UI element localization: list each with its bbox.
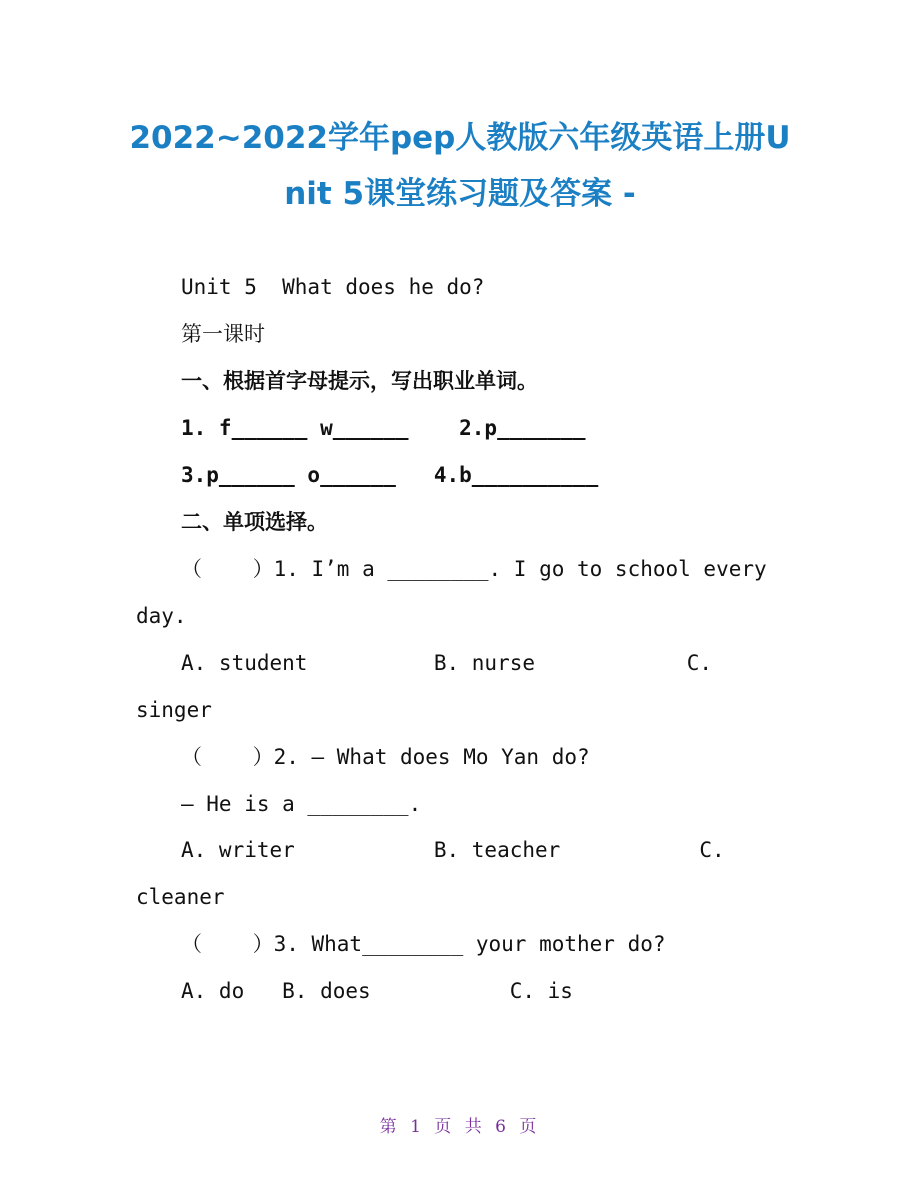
question-2-line-1: （ ）2. — What does Mo Yan do? [181, 745, 590, 769]
document-title-line-1: 2022~2022学年pep人教版六年级英语上册U [129, 120, 791, 156]
question-1-line-2: day. [136, 604, 187, 628]
question-1-line-1: （ ）1. I’m a ________. I go to school every [181, 557, 767, 581]
page-number-footer: 第 1 页 共 6 页 [379, 1117, 541, 1137]
question-2-line-2: — He is a ________. [181, 792, 422, 816]
question-1-options-line-1: A. student B. nurse C. [181, 651, 713, 675]
question-2-options-line-2: cleaner [136, 885, 225, 909]
question-3-options: A. do B. does C. is [181, 979, 573, 1003]
question-1-options-line-2: singer [136, 698, 212, 722]
section-1-row-1: 1. f______ w______ 2.p_______ [181, 416, 586, 440]
section-2-heading: 二、单项选择。 [181, 509, 328, 534]
question-3-line-1: （ ）3. What________ your mother do? [181, 932, 666, 956]
document-title-line-2: nit 5课堂练习题及答案 - [284, 176, 636, 212]
question-2-options-line-1: A. writer B. teacher C. [181, 838, 725, 862]
section-1-heading: 一、根据首字母提示，写出职业单词。 [181, 368, 538, 393]
unit-heading: Unit 5 What does he do? [181, 275, 485, 299]
lesson-label: 第一课时 [181, 322, 265, 346]
section-1-row-2: 3.p______ o______ 4.b__________ [181, 463, 599, 487]
